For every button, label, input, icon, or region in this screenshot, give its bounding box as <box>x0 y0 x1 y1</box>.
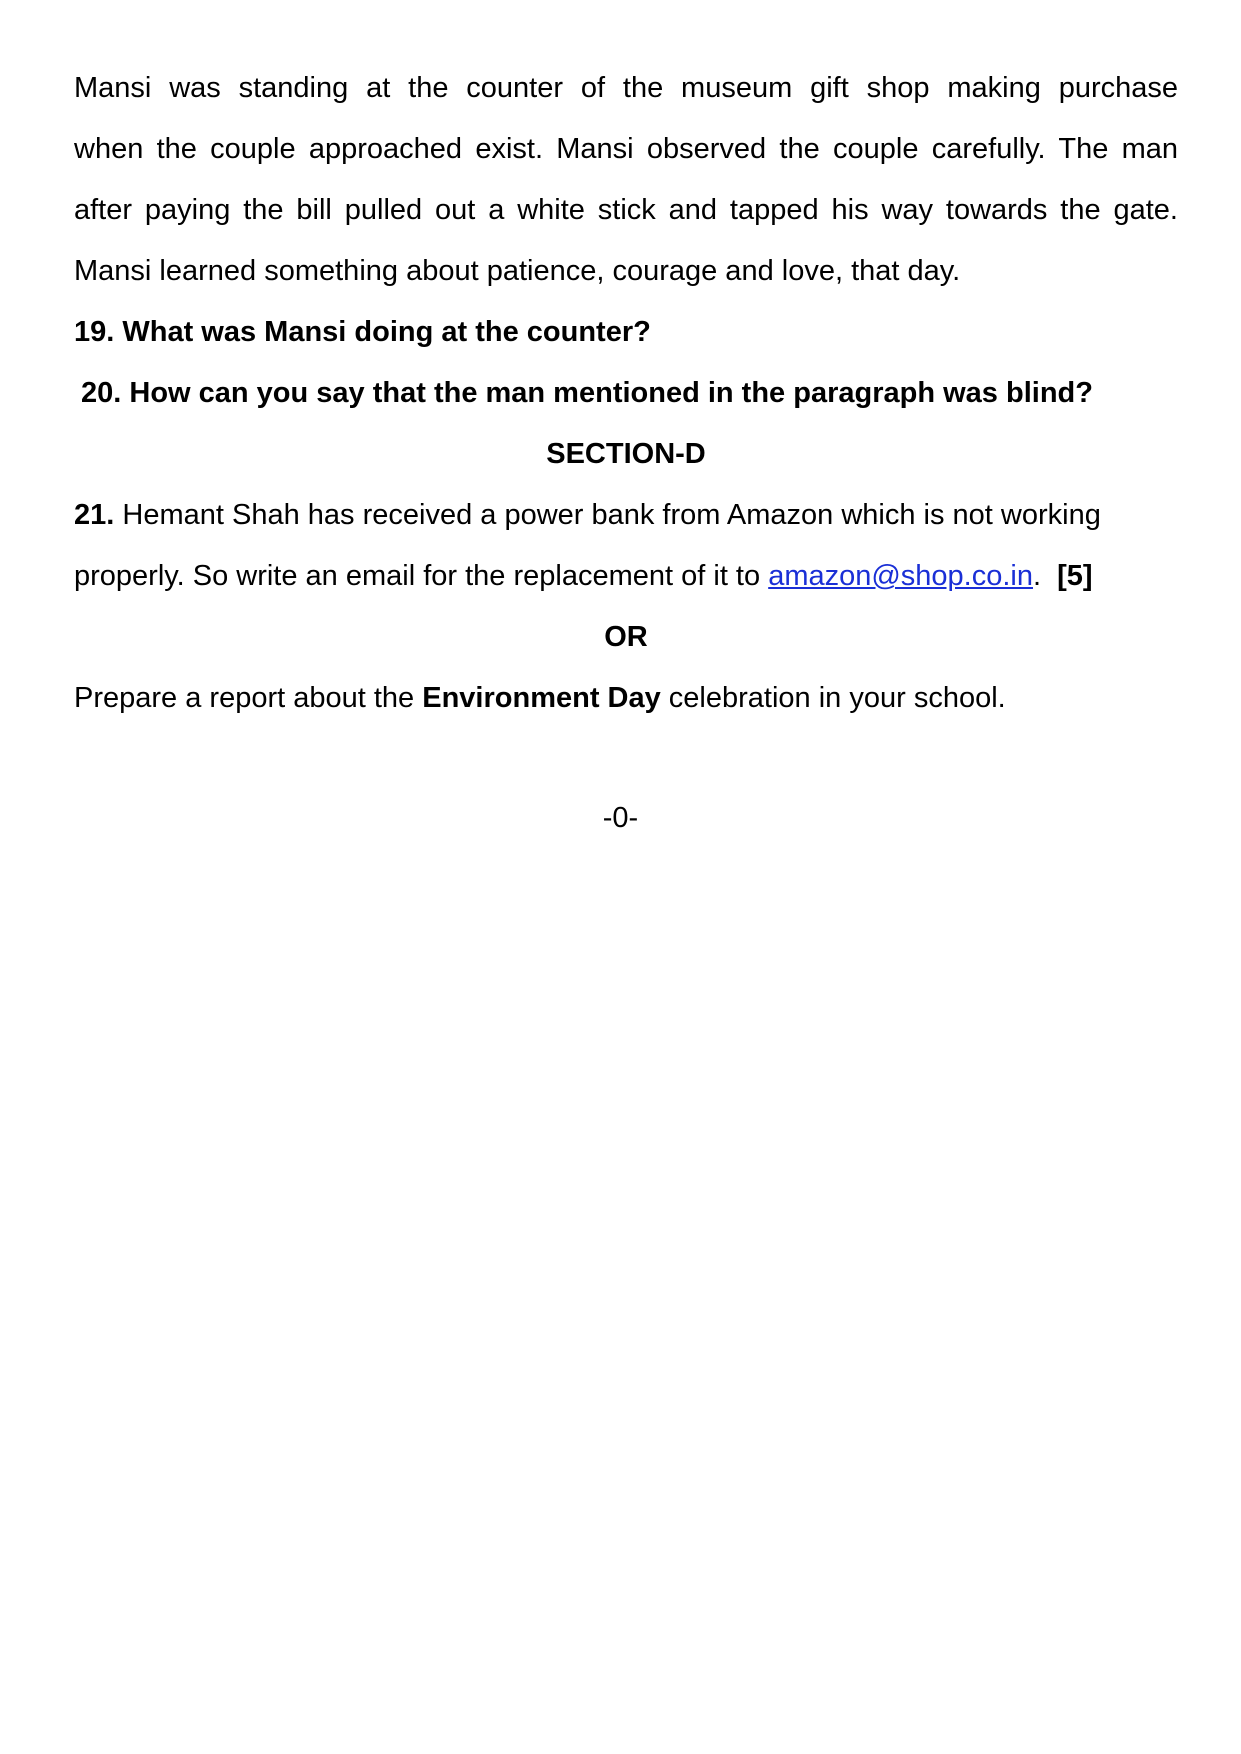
passage-line-2: when the couple approached exist. Mansi observed the couple carefully. The man <box>74 133 1178 165</box>
question-21-text-suffix: . <box>1033 560 1042 592</box>
question-21-text-prefix: properly. So write an email for the replacement of it to <box>74 560 769 592</box>
question-21-number: 21. <box>74 499 115 531</box>
question-20: 20. How can you say that the man mentioned in the paragraph was blind? <box>81 377 1093 409</box>
section-heading: SECTION-D <box>546 438 706 470</box>
marks-label: [5] <box>1057 560 1093 592</box>
alternative-prefix: Prepare a report about the <box>74 682 423 714</box>
alternative-topic: Environment Day <box>422 682 661 714</box>
question-19: 19. What was Mansi doing at the counter? <box>74 316 651 348</box>
or-divider: OR <box>604 621 648 653</box>
question-21-line-1 <box>74 485 1178 546</box>
alternative-question <box>74 668 1178 729</box>
question-21-line-2 <box>74 546 1178 607</box>
end-marker: -0- <box>602 802 639 834</box>
email-link[interactable]: amazon@shop.co.in <box>768 560 1033 592</box>
document-page <box>74 58 1178 729</box>
alternative-suffix: celebration in your school. <box>660 682 1006 714</box>
passage-line-4: Mansi learned something about patience, courage and love, that day. <box>74 255 961 287</box>
question-21-text: Hemant Shah has received a power bank from Amazon which is not working <box>114 499 1101 531</box>
passage-line-3: after paying the bill pulled out a white stick and tapped his way towards the gate. <box>74 194 1178 226</box>
passage-line-1: Mansi was standing at the counter of the museum gift shop making purchase <box>74 72 1178 104</box>
